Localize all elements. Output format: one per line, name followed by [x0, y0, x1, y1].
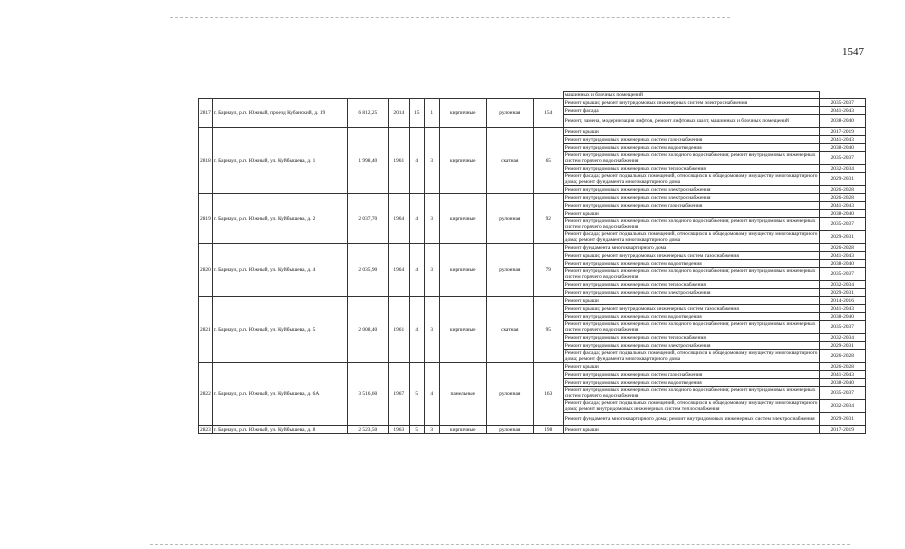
period-cell: 2032-2034 — [819, 334, 865, 342]
table-row — [199, 92, 866, 99]
period-cell: 2035-2037 — [819, 152, 865, 165]
period-cell: 2029-2031 — [819, 231, 865, 244]
period-cell: 2032-2034 — [819, 400, 865, 413]
roof-type-cell: рулонная — [486, 426, 533, 434]
year-built-cell: 1967 — [388, 363, 409, 426]
period-cell: 2026-2028 — [819, 363, 865, 371]
floors-cell: 4 — [409, 244, 424, 297]
apartments-cell: 65 — [533, 128, 563, 194]
period-cell: 2035-2037 — [819, 268, 865, 281]
period-cell: 2041-2043 — [819, 305, 865, 313]
house-number-cell: 2817 — [199, 99, 213, 128]
work-description-cell: Ремонт фасада; ремонт подвальных помещений, относящихся к общедомовому имуществу многоквартирного дома; ремонт фундамента многоквартирного дома — [564, 173, 818, 185]
table-row — [199, 194, 866, 202]
apartments-cell: 92 — [533, 194, 563, 244]
period-cell: 2035-2037 — [819, 387, 865, 400]
address-cell: г. Барнаул, р.п. Южный, ул. Куйбышева, д. 6А — [212, 363, 347, 426]
work-description-cell: Ремонт фундамента многоквартирного дома — [563, 244, 819, 252]
wall-material-cell: панельные — [439, 363, 486, 426]
area-cell: 2 008,40 — [347, 297, 388, 363]
wall-material-cell: кирпичные — [439, 426, 486, 434]
work-description-cell: Ремонт внутридомовых инженерных систем водоотведения — [563, 379, 819, 387]
wall-material-cell: кирпичные — [439, 99, 486, 128]
table-row — [199, 99, 866, 107]
work-description-cell: Ремонт крыши — [563, 210, 819, 218]
address-cell: г. Барнаул, р.п. Южный, ул. Куйбышева, д. 2 — [212, 194, 347, 244]
period-cell: 2032-2034 — [819, 281, 865, 289]
work-description-cell: Ремонт внутридомовых инженерных систем теплоснабжения — [563, 334, 819, 342]
wall-material-cell: кирпичные — [439, 194, 486, 244]
wall-material-cell: кирпичные — [439, 244, 486, 297]
house-number-cell: 2818 — [199, 128, 213, 194]
work-description-cell: Ремонт внутридомовых инженерных систем теплоснабжения — [563, 281, 819, 289]
apartments-cell: 95 — [533, 297, 563, 363]
area-cell: 2 523,50 — [347, 426, 388, 434]
period-cell: 2026-2028 — [819, 244, 865, 252]
work-description-cell: Ремонт внутридомовых инженерных систем электроснабжения — [563, 342, 819, 350]
period-cell: 2026-2028 — [819, 350, 865, 363]
work-cell: машинных и блочных помещений — [563, 92, 819, 99]
table-row — [199, 426, 866, 434]
address-cell: г. Барнаул, р.п. Южный, ул. Куйбышева, д. 4 — [212, 244, 347, 297]
area-cell: 2 035,90 — [347, 244, 388, 297]
work-description-cell: Ремонт внутридомовых инженерных систем холодного водоснабжения; ремонт внутридомовых инженерных систем горячего водоснабжения — [563, 321, 819, 334]
roof-type-cell: рулонная — [486, 244, 533, 297]
work-description-cell: Ремонт внутридомовых инженерных систем теплоснабжения — [563, 165, 819, 173]
roof-type-cell: рулонная — [486, 363, 533, 426]
roof-type-cell: скатная — [486, 128, 533, 194]
work-description-cell: Ремонт внутридомовых инженерных систем газоснабжения — [563, 371, 819, 379]
period-cell: 2041-2043 — [819, 136, 865, 144]
period-cell: 2035-2037 — [819, 321, 865, 334]
work-description-cell: Ремонт внутридомовых инженерных систем электроснабжения — [563, 289, 819, 297]
period-cell: 2038-2040 — [819, 260, 865, 268]
work-description-cell: Ремонт фасада; ремонт подвальных помещений, относящихся к общедомовому имуществу многоквартирного дома; ремонт фундамента многоквартирного дома — [564, 231, 818, 243]
entrances-cell: 1 — [424, 99, 439, 128]
apartments-cell: 163 — [533, 363, 563, 426]
roof-type-cell: рулонная — [486, 194, 533, 244]
work-description-cell: Ремонт внутридомовых инженерных систем холодного водоснабжения; ремонт внутридомовых инженерных систем горячего водоснабжения — [563, 387, 819, 400]
apartments-cell: 154 — [533, 99, 563, 128]
house-number-cell: 2821 — [199, 297, 213, 363]
work-description-cell: Ремонт внутридомовых инженерных систем водоотведения — [563, 260, 819, 268]
year-built-cell: 1964 — [388, 244, 409, 297]
work-description-cell: Ремонт внутридомовых инженерных систем газоснабжения — [563, 202, 819, 210]
area-cell: 1 998,40 — [347, 128, 388, 194]
work-description-cell: Ремонт крыши; ремонт внутридомовых инженерных систем газоснабжения — [563, 252, 819, 260]
work-description-cell: Ремонт фундамента многоквартирного дома; ремонт внутридомовых инженерных систем электроснабжения — [563, 413, 819, 426]
work-description-cell: Ремонт фасада — [563, 107, 819, 115]
period-cell: 2017-2019 — [819, 426, 865, 434]
wall-material-cell: кирпичные — [439, 297, 486, 363]
address-cell: г. Барнаул, р.п. Южный, ул. Куйбышева, д. 1 — [212, 128, 347, 194]
area-cell: 6 812,25 — [347, 99, 388, 128]
floors-cell: 5 — [409, 363, 424, 426]
work-description-cell: Ремонт внутридомовых инженерных систем электроснабжения — [563, 186, 819, 194]
period-cell: 2029-2031 — [819, 413, 865, 426]
address-cell: г. Барнаул, р.п. Южный, проезд Кубанский, д. 19 — [212, 99, 347, 128]
work-description-cell: Ремонт, замена, модернизация лифтов, ремонт лифтовых шахт, машинных и блочных помещений — [563, 115, 819, 128]
year-built-cell: 1961 — [388, 297, 409, 363]
work-description-cell: Ремонт крыши — [563, 128, 819, 136]
entrances-cell: 3 — [424, 244, 439, 297]
table-row — [199, 128, 866, 136]
work-description-cell: Ремонт внутридомовых инженерных систем водоотведения — [563, 144, 819, 152]
work-description-cell: Ремонт крыши — [563, 297, 819, 305]
table-row — [199, 244, 866, 252]
period-cell: 2029-2031 — [819, 342, 865, 350]
work-description-cell: Ремонт внутридомовых инженерных систем холодного водоснабжения; ремонт внутридомовых инженерных систем горячего водоснабжения — [563, 268, 819, 281]
period-cell: 2017-2019 — [819, 128, 865, 136]
period-cell: 2014-2016 — [819, 297, 865, 305]
work-description-cell: Ремонт крыши; ремонт внутридомовых инженерных систем газоснабжения — [563, 305, 819, 313]
period-cell: 2029-2031 — [819, 173, 865, 186]
apartments-cell: 198 — [533, 426, 563, 434]
house-number-cell: 2819 — [199, 194, 213, 244]
entrances-cell: 3 — [424, 426, 439, 434]
period-cell: 2032-2034 — [819, 165, 865, 173]
floors-cell: 4 — [409, 297, 424, 363]
work-description-cell: Ремонт внутридомовых инженерных систем водоотведения — [563, 313, 819, 321]
floors-cell: 4 — [409, 194, 424, 244]
work-description-cell: Ремонт крыши; ремонт внутридомовых инженерных систем электроснабжения — [563, 99, 819, 107]
floors-cell: 4 — [409, 128, 424, 194]
year-built-cell: 1964 — [388, 194, 409, 244]
floors-cell: 15 — [409, 99, 424, 128]
work-description-cell: Ремонт внутридомовых инженерных систем холодного водоснабжения; ремонт внутридомовых инженерных систем горячего водоснабжения — [563, 152, 819, 165]
period-cell: 2029-2031 — [819, 289, 865, 297]
period-cell: 2041-2043 — [819, 252, 865, 260]
period-cell: 2035-2037 — [819, 218, 865, 231]
period-cell: 2026-2028 — [819, 186, 865, 194]
work-description-cell: Ремонт фасада; ремонт подвальных помещений, относящихся к общедомовому имуществу многоквартирного дома; ремонт внутридомовых инженерных систем теплоснабжения — [564, 400, 818, 412]
entrances-cell: 4 — [424, 363, 439, 426]
apartments-cell: 79 — [533, 244, 563, 297]
roof-type-cell: рулонная — [486, 99, 533, 128]
work-description-cell: Ремонт крыши — [563, 363, 819, 371]
period-cell: 2038-2040 — [819, 379, 865, 387]
period-cell: 2041-2043 — [819, 107, 865, 115]
scan-edge-bottom — [150, 544, 850, 545]
floors-cell: 5 — [409, 426, 424, 434]
roof-type-cell: скатная — [486, 297, 533, 363]
capital-repair-table — [198, 91, 866, 434]
work-description-cell: Ремонт фасада; ремонт подвальных помещений, относящихся к общедомовому имуществу многоквартирного дома; ремонт фундамента многоквартирного дома — [564, 350, 818, 362]
table-row — [199, 297, 866, 305]
entrances-cell: 3 — [424, 128, 439, 194]
table-row — [199, 363, 866, 371]
period-cell: 2026-2028 — [819, 194, 865, 202]
address-cell: г. Барнаул, р.п. Южный, ул. Куйбышева, д. 5 — [212, 297, 347, 363]
work-description-cell: Ремонт крыши — [563, 426, 819, 434]
entrances-cell: 3 — [424, 297, 439, 363]
area-cell: 3 516,60 — [347, 363, 388, 426]
house-number-cell: 2823 — [200, 426, 211, 433]
period-cell: 2038-2040 — [819, 210, 865, 218]
scan-edge-top — [170, 17, 730, 18]
period-cell: 2041-2043 — [819, 371, 865, 379]
period-cell: 2038-2040 — [819, 115, 865, 128]
address-cell: г. Барнаул, р.п. Южный, ул. Куйбышева, д. 8 — [212, 426, 347, 434]
period-cell: 2038-2040 — [819, 313, 865, 321]
period-cell: 2041-2043 — [819, 202, 865, 210]
area-cell: 2 037,70 — [347, 194, 388, 244]
entrances-cell: 3 — [424, 194, 439, 244]
year-built-cell: 1963 — [388, 426, 409, 434]
work-description-cell: Ремонт внутридомовых инженерных систем холодного водоснабжения; ремонт внутридомовых инженерных систем горячего водоснабжения — [563, 218, 819, 231]
house-number-cell: 2820 — [199, 244, 213, 297]
page-number: 1547 — [842, 46, 864, 58]
work-description-cell: Ремонт внутридомовых инженерных систем газоснабжения — [563, 136, 819, 144]
year-built-cell: 1961 — [388, 128, 409, 194]
house-number-cell: 2822 — [199, 363, 213, 426]
wall-material-cell: кирпичные — [439, 128, 486, 194]
work-description-cell: Ремонт внутридомовых инженерных систем электроснабжения — [563, 194, 819, 202]
year-built-cell: 2014 — [388, 99, 409, 128]
period-cell: 2038-2040 — [819, 144, 865, 152]
period-cell: 2035-2037 — [819, 99, 865, 107]
